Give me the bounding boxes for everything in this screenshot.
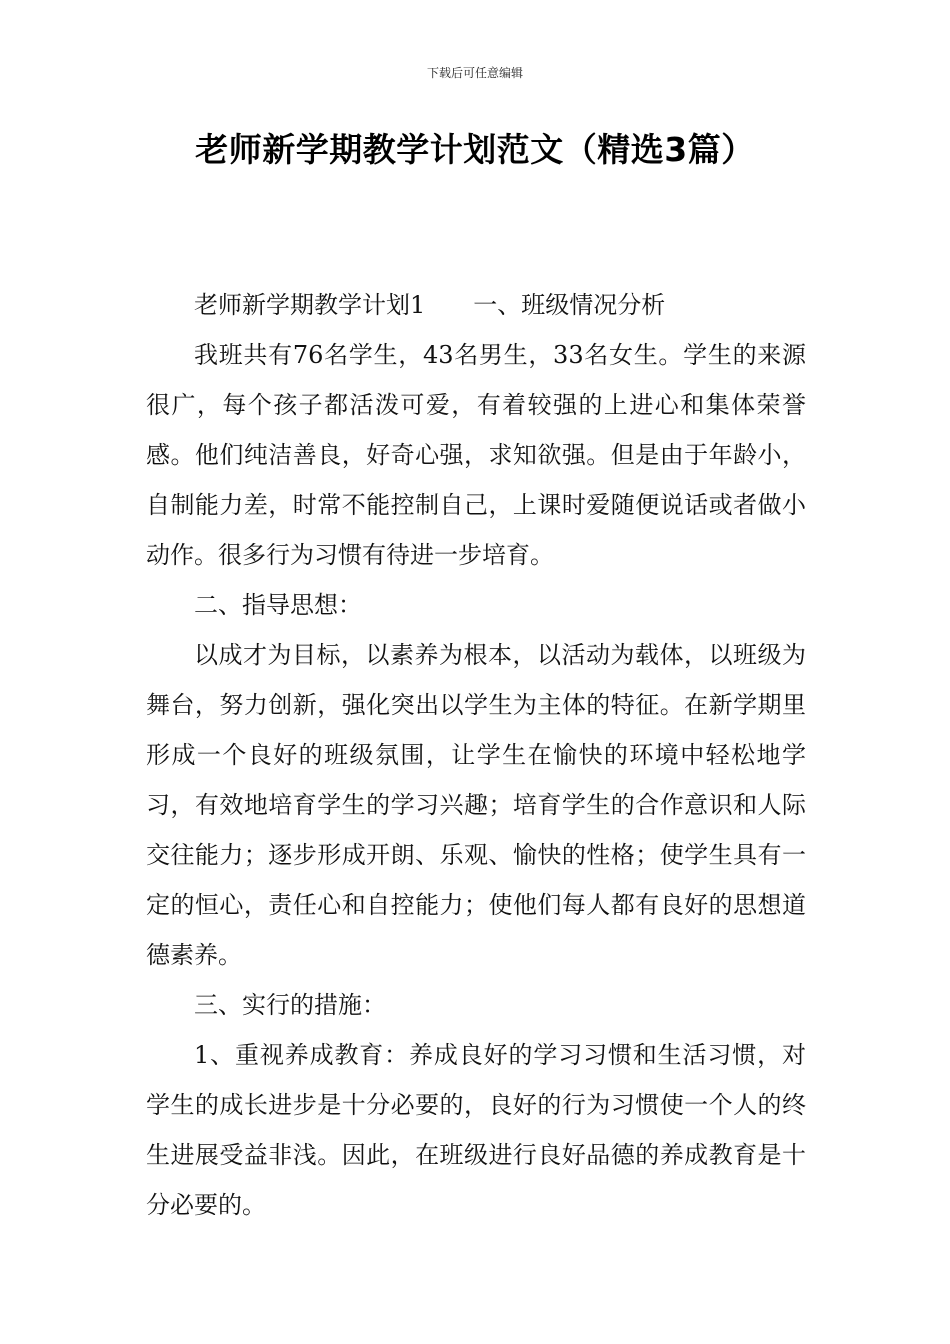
guiding-thought-paragraph: 以成才为目标，以素养为根本，以活动为载体，以班级为舞台，努力创新，强化突出以学生为主体的特征。在新学期里形成一个良好的班级氛围，让学生在愉快的环境中轻松地学习，有效地培育学生的学习兴趣；培育学生的合作意识和人际交往能力；逐步形成开朗、乐观、愉快的性格；使学生具有一定的恒心，责任心和自控能力；使他们每人都有良好的思想道德素养。 — [146, 641, 806, 969]
document-title: 老师新学期教学计划范文（精选3篇） — [195, 130, 755, 169]
download-note: 下载后可任意编辑 — [426, 66, 523, 80]
measure-one-paragraph: 1、重视养成教育：养成良好的学习习惯和生活习惯，对学生的成长进步是十分必要的，良好的行为习惯使一个人的终生进展受益非浅。因此，在班级进行良好品德的养成教育是十分必要的。 — [146, 1041, 806, 1219]
section-three-heading: 三、实行的措施： — [194, 991, 386, 1019]
class-analysis-paragraph: 我班共有76名学生，43名男生，33名女生。学生的来源很广，每个孩子都活泼可爱，有着较强的上进心和集体荣誉感。他们纯洁善良，好奇心强，求知欲强。但是由于年龄小，自制能力差，时常不能控制自己，上课时爱随便说话或者做小动作。很多行为习惯有待进一步培育。 — [146, 341, 806, 569]
document-body — [146, 280, 806, 1230]
section-two-heading: 二、指导思想： — [194, 591, 362, 619]
section-heading-line — [146, 280, 806, 330]
plan-subtitle: 老师新学期教学计划1 — [194, 291, 426, 319]
section-one-heading: 一、班级情况分析 — [473, 291, 666, 319]
